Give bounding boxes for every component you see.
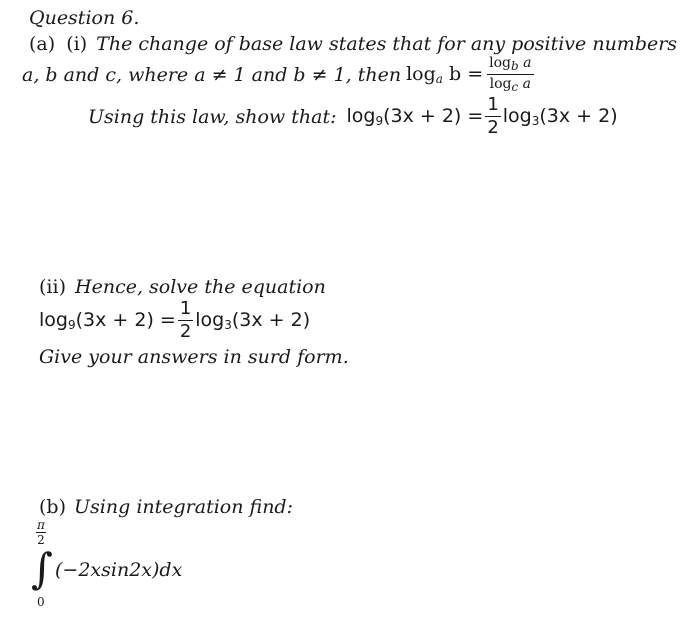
solve-equation-rhs: $\log_3(3x + 2)$: [195, 309, 311, 332]
integral-upper-limit: $\frac{\pi}{2}$: [37, 518, 45, 547]
part-a-ii-prompt-line: [39, 276, 326, 298]
surd-instruction: Give your answers in surd form.: [39, 346, 349, 368]
show-that-half-fraction: $\frac{1}{2}$: [487, 94, 499, 138]
part-a-ii-label: (ii): [39, 276, 66, 298]
solve-prompt: Hence, solve the equation: [75, 276, 326, 298]
show-that-equation-lhs: $\log_9(3x + 2)$ =: [346, 105, 484, 128]
solve-equation: [39, 300, 310, 341]
law-fraction: $\frac{\text{logb a}}{\text{logc a}}$: [489, 55, 532, 94]
integral-lower-limit: 0: [37, 595, 45, 609]
question-title: Question 6.: [29, 7, 140, 29]
part-a-label: (a): [29, 33, 56, 55]
show-that-prompt: Using this law, show that:: [88, 105, 337, 128]
part-b-prompt-line: [39, 496, 293, 518]
integrand: (−2xsin2x)dx: [55, 559, 183, 581]
show-that-equation-rhs: $\log_3(3x + 2)$: [502, 105, 618, 128]
part-a-i-label: (i): [66, 33, 88, 55]
solve-equation-lhs: $\log_9(3x + 2)$ =: [39, 309, 176, 332]
change-of-base-intro: The change of base law states that for any positive numbers: [96, 33, 678, 55]
integral-sign: ∫: [31, 544, 53, 593]
solve-half-fraction: $\frac{1}{2}$: [179, 298, 192, 342]
law-lhs: $\log_a b$ =: [406, 63, 484, 86]
change-of-base-law-line: [22, 56, 534, 93]
integration-prompt: Using integration find:: [74, 496, 293, 518]
part-a-intro-line: [29, 33, 677, 55]
part-b-label: (b): [39, 496, 66, 518]
law-conditions: a, b and c, where a ≠ 1 and b ≠ 1, then: [22, 63, 402, 86]
show-that-line: [88, 96, 618, 137]
